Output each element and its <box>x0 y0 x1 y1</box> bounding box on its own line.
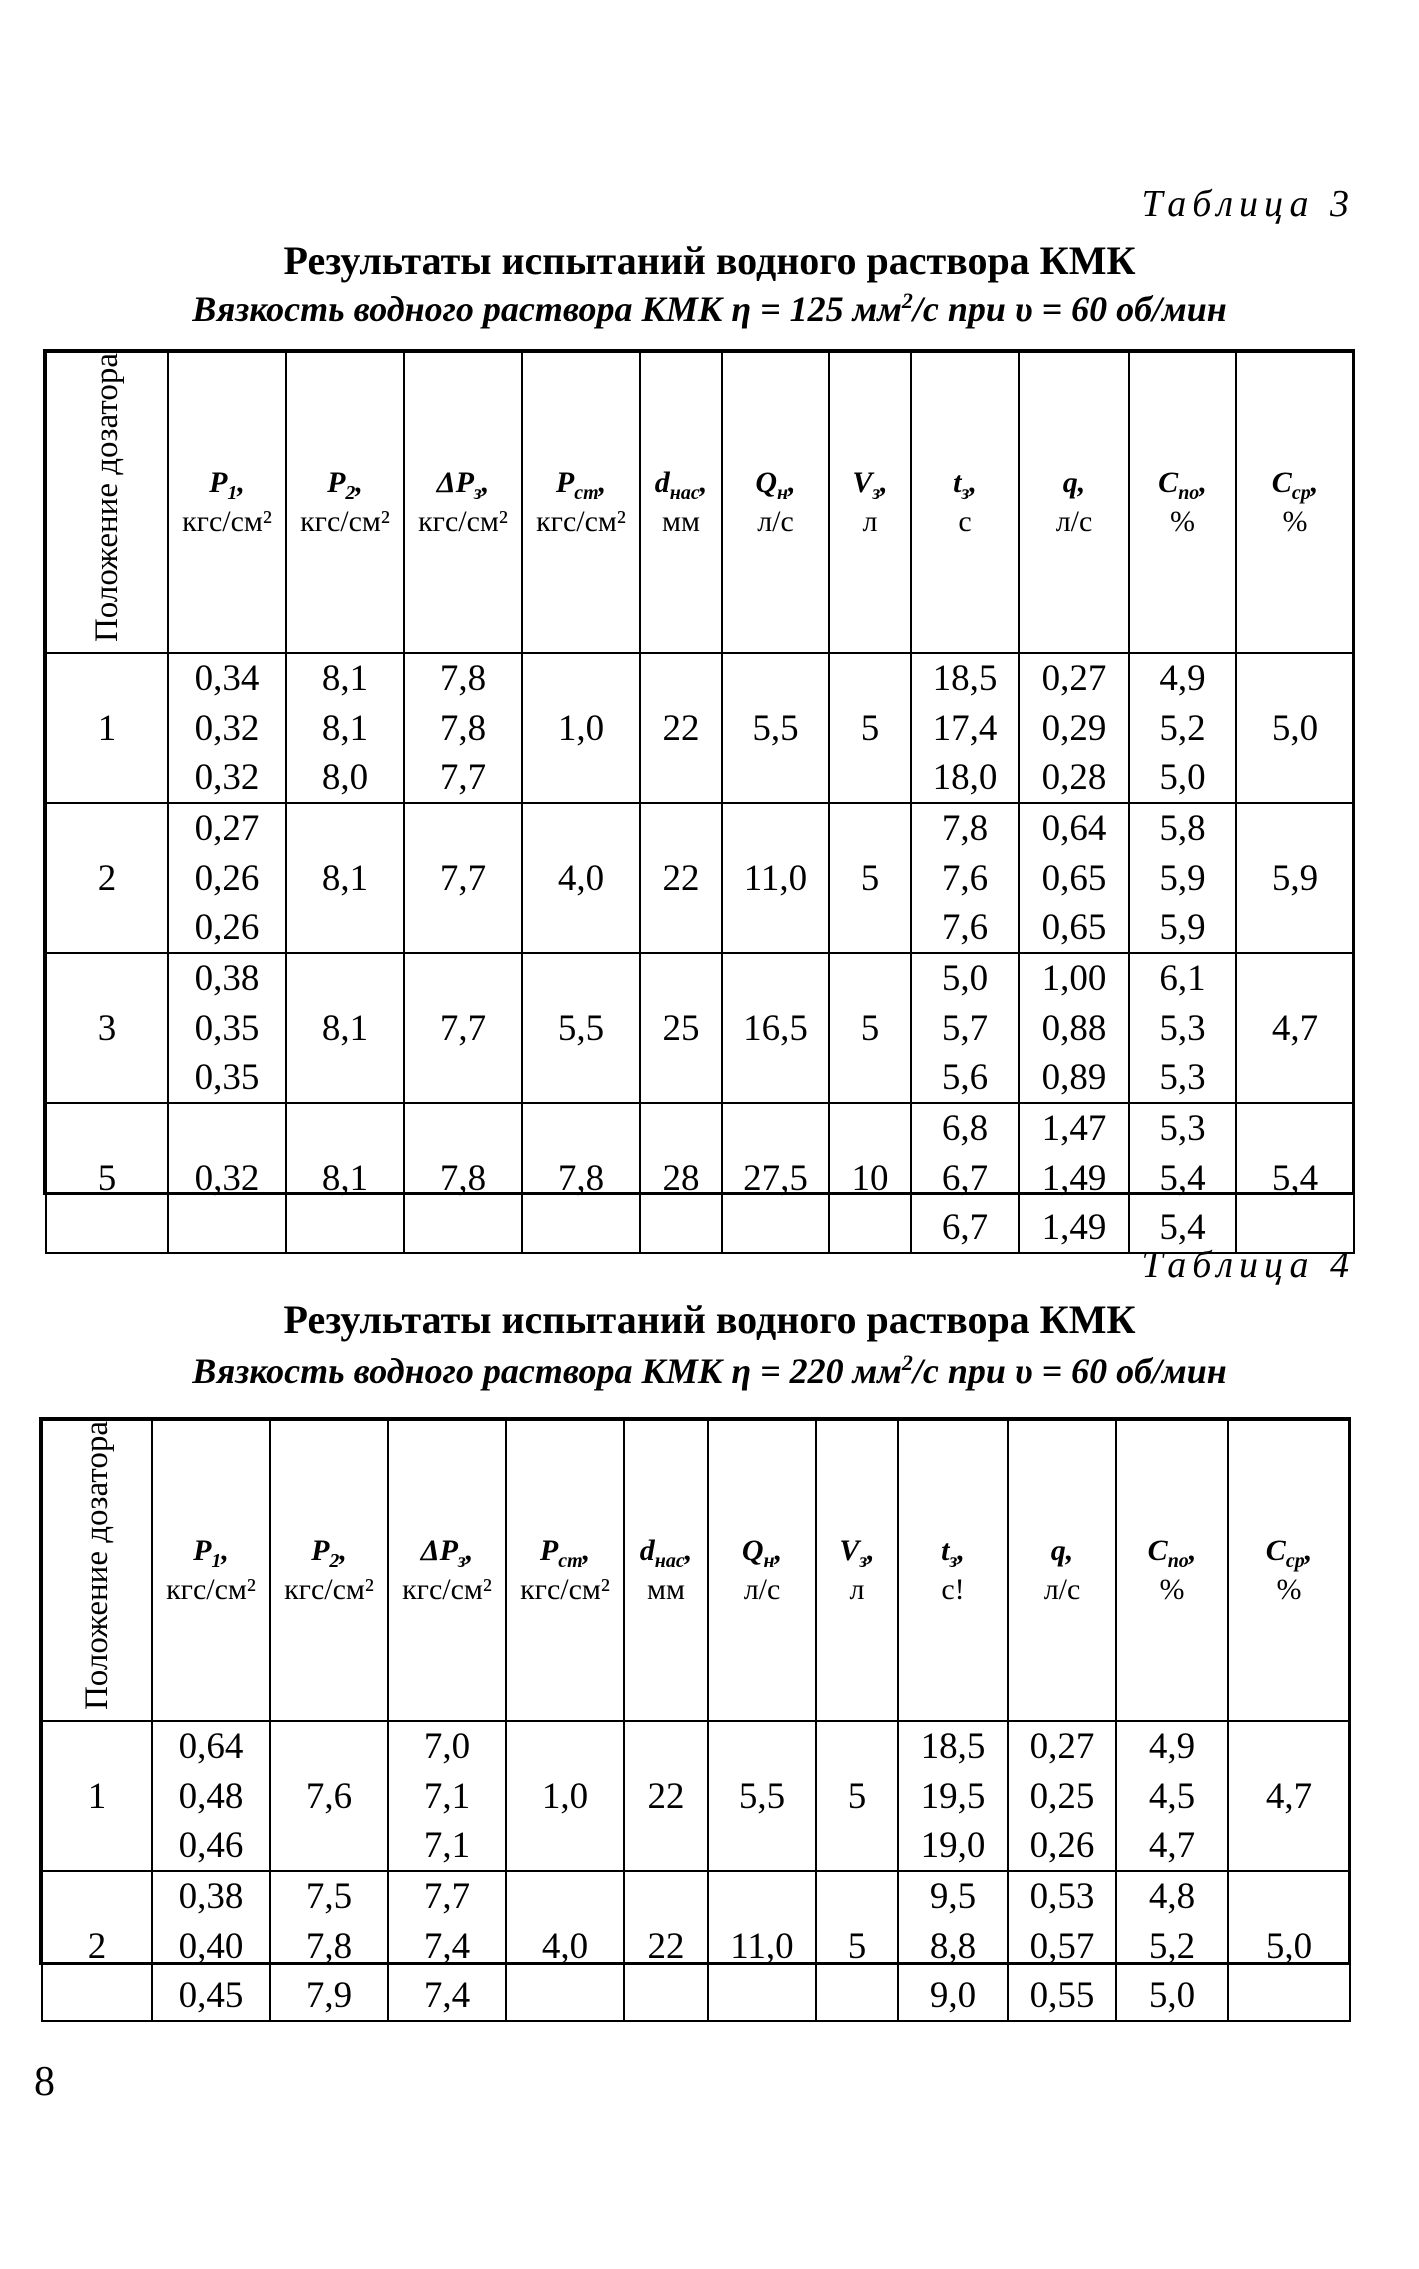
cell-cpo: 5,2 <box>1116 1921 1228 1971</box>
cell-t: 6,8 <box>911 1103 1019 1153</box>
symbol-subscript: з <box>949 1549 958 1572</box>
cell-qq: 0,55 <box>1008 1971 1116 2021</box>
symbol-subscript: 2 <box>329 1549 340 1572</box>
cell-p2: 8,1 <box>286 803 404 953</box>
symbol-base: V <box>852 465 873 499</box>
cell-qq: 0,65 <box>1019 903 1129 953</box>
cell-pos: 2 <box>42 1871 152 2021</box>
cell-p2: 8,1 <box>286 653 404 703</box>
cell-p1: 0,40 <box>152 1921 270 1971</box>
cell-p1: 0,35 <box>168 1003 286 1053</box>
symbol-subscript: нас <box>669 481 700 504</box>
cell-csr: 4,7 <box>1236 953 1354 1103</box>
symbol-base: P <box>209 465 228 499</box>
table4 <box>41 1419 1351 2022</box>
cell-p1: 0,64 <box>152 1721 270 1771</box>
cell-t: 9,0 <box>898 1971 1008 2021</box>
cell-cpo: 5,3 <box>1129 1053 1236 1103</box>
cell-pst: 1,0 <box>522 653 640 803</box>
symbol-subscript: по <box>1178 481 1200 504</box>
cell-qq: 0,26 <box>1008 1821 1116 1871</box>
cell-t: 5,6 <box>911 1053 1019 1103</box>
cell-p1: 0,48 <box>152 1771 270 1821</box>
cell-qq: 0,27 <box>1008 1721 1116 1771</box>
symbol-base: C <box>1158 465 1179 499</box>
cell-dp: 7,7 <box>404 803 522 953</box>
cell-p1: 0,35 <box>168 1053 286 1103</box>
cell-p1: 0,26 <box>168 853 286 903</box>
symbol-base: C <box>1265 1533 1286 1567</box>
cell-cpo: 5,3 <box>1129 1103 1236 1153</box>
table3-title: Результаты испытаний водного раствора КМК <box>283 238 1136 283</box>
cell-v: 5 <box>829 803 911 953</box>
cell-p2: 7,5 <box>270 1871 388 1921</box>
column-symbol: q, <box>1062 465 1086 499</box>
column-header <box>624 1420 708 1721</box>
cell-t: 19,5 <box>898 1771 1008 1821</box>
cell-pst: 4,0 <box>506 1871 624 2021</box>
column-unit: % <box>1159 1572 1185 1606</box>
cell-dp: 7,7 <box>404 753 522 803</box>
cell-p1: 0,26 <box>168 903 286 953</box>
column-unit: кгс/см² <box>402 1572 492 1606</box>
cell-t: 18,5 <box>911 653 1019 703</box>
column-unit: л <box>862 504 878 538</box>
cell-qq: 0,89 <box>1019 1053 1129 1103</box>
symbol-base: q <box>1062 465 1078 499</box>
cell-cpo: 5,3 <box>1129 1003 1236 1053</box>
column-symbol: $t_з$, <box>941 1533 965 1572</box>
cell-pos: 1 <box>42 1721 152 1871</box>
symbol-base: P <box>193 1533 212 1567</box>
symbol-subscript: н <box>777 481 789 504</box>
cell-pos: 1 <box>46 653 168 803</box>
table4-subtitle: Вязкость водного раствора КМК η = 220 $мм^2/с$ при υ = 60 об/мин <box>192 1350 1227 1391</box>
symbol-base: t <box>953 465 962 499</box>
symbol-base: P <box>327 465 346 499</box>
symbol-subscript: з <box>961 481 970 504</box>
column-header <box>1129 352 1236 653</box>
cell-p1: 0,38 <box>152 1871 270 1921</box>
column-symbol: $P_{ст}$, <box>539 1533 591 1572</box>
cell-qq: 1,49 <box>1019 1153 1129 1203</box>
symbol-base: t <box>941 1533 950 1567</box>
cell-dp: 7,8 <box>404 703 522 753</box>
cell-csr: 5,9 <box>1236 803 1354 953</box>
column-header <box>640 352 722 653</box>
column-header <box>506 1420 624 1721</box>
cell-qq: 0,27 <box>1019 653 1129 703</box>
symbol-base: q <box>1050 1533 1066 1567</box>
column-symbol: $C_{ср}$, <box>1265 1533 1313 1572</box>
cell-v: 5 <box>816 1721 898 1871</box>
column-header <box>1008 1420 1116 1721</box>
page-number: 8 <box>34 2059 55 2105</box>
cell-dp: 7,1 <box>388 1821 506 1871</box>
cell-qq: 0,88 <box>1019 1003 1129 1053</box>
cell-q: 11,0 <box>708 1871 816 2021</box>
cell-d: 25 <box>640 953 722 1103</box>
cell-p1: 0,38 <box>168 953 286 1003</box>
cell-cpo: 4,9 <box>1129 653 1236 703</box>
column-symbol: $P_2$, <box>327 465 363 504</box>
cell-dp: 7,1 <box>388 1771 506 1821</box>
cell-qq: 0,28 <box>1019 753 1129 803</box>
cell-p2: 7,9 <box>270 1971 388 2021</box>
cell-dp: 7,8 <box>404 653 522 703</box>
cell-v: 10 <box>829 1103 911 1253</box>
column-symbol: $Q_н$, <box>755 465 796 504</box>
column-symbol: $P_1$, <box>209 465 245 504</box>
cell-dp: 7,0 <box>388 1721 506 1771</box>
symbol-subscript: ср <box>1285 1549 1305 1572</box>
column-unit: л/с <box>1043 1572 1081 1606</box>
cell-p2: 8,0 <box>286 753 404 803</box>
column-unit: кгс/см² <box>284 1572 374 1606</box>
symbol-subscript: 1 <box>211 1549 222 1572</box>
column-unit: с <box>958 504 972 538</box>
cell-cpo: 4,8 <box>1116 1871 1228 1921</box>
cell-cpo: 5,4 <box>1129 1153 1236 1203</box>
symbol-subscript: 2 <box>345 481 356 504</box>
cell-v: 5 <box>829 653 911 803</box>
column-symbol: $d_{нас}$, <box>654 465 708 504</box>
column-symbol: q, <box>1050 1533 1074 1567</box>
table3-label: Таблица 3 <box>1141 183 1355 225</box>
cell-d: 22 <box>640 653 722 803</box>
cell-p2: 7,6 <box>270 1721 388 1871</box>
symbol-base: d <box>654 465 670 499</box>
cell-cpo: 6,1 <box>1129 953 1236 1003</box>
column-unit: кгс/см² <box>166 1572 256 1606</box>
cell-qq: 1,47 <box>1019 1103 1129 1153</box>
column-symbol: $P_{ст}$, <box>555 465 607 504</box>
cell-dp: 7,8 <box>404 1103 522 1253</box>
position-header-text: Положение дозатора <box>78 1421 115 1711</box>
cell-t: 7,6 <box>911 853 1019 903</box>
cell-qq: 0,65 <box>1019 853 1129 903</box>
column-header <box>1019 352 1129 653</box>
cell-t: 18,0 <box>911 753 1019 803</box>
cell-cpo: 4,9 <box>1116 1721 1228 1771</box>
cell-p1: 0,32 <box>168 753 286 803</box>
cell-csr: 5,0 <box>1228 1871 1350 2021</box>
cell-t: 5,0 <box>911 953 1019 1003</box>
cell-t: 6,7 <box>911 1153 1019 1203</box>
column-header <box>708 1420 816 1721</box>
cell-q: 27,5 <box>722 1103 829 1253</box>
column-header <box>1116 1420 1228 1721</box>
symbol-subscript: з <box>859 1549 868 1572</box>
cell-pst: 5,5 <box>522 953 640 1103</box>
column-unit: л <box>849 1572 865 1606</box>
symbol-subscript: н <box>763 1549 775 1572</box>
cell-cpo: 5,4 <box>1129 1203 1236 1253</box>
cell-t: 7,6 <box>911 903 1019 953</box>
column-header <box>168 352 286 653</box>
column-header <box>286 352 404 653</box>
column-header <box>388 1420 506 1721</box>
cell-dp: 7,7 <box>388 1871 506 1921</box>
column-symbol: $C_{ср}$, <box>1271 465 1319 504</box>
cell-d: 22 <box>640 803 722 953</box>
column-symbol: $\Delta P_з$, <box>420 1533 474 1572</box>
cell-v: 5 <box>829 953 911 1103</box>
symbol-subscript: 1 <box>227 481 238 504</box>
table4-label: Таблица 4 <box>1141 1244 1355 1286</box>
cell-p1: 0,32 <box>168 703 286 753</box>
cell-t: 18,5 <box>898 1721 1008 1771</box>
symbol-base: d <box>639 1533 655 1567</box>
cell-q: 16,5 <box>722 953 829 1103</box>
cell-v: 5 <box>816 1871 898 2021</box>
column-unit: кгс/см² <box>300 504 390 538</box>
column-header <box>522 352 640 653</box>
symbol-subscript: ст <box>574 481 599 504</box>
cell-d: 22 <box>624 1721 708 1871</box>
cell-p2: 8,1 <box>286 953 404 1103</box>
column-symbol: $V_з$, <box>852 465 888 504</box>
cell-cpo: 5,2 <box>1129 703 1236 753</box>
symbol-base: P <box>555 465 575 499</box>
position-header <box>42 1420 152 1721</box>
column-symbol: $C_{по}$, <box>1158 465 1207 504</box>
column-header <box>1236 352 1354 653</box>
cell-d: 22 <box>624 1871 708 2021</box>
column-unit: кгс/см² <box>418 504 508 538</box>
symbol-base: P <box>539 1533 559 1567</box>
column-symbol: $\Delta P_з$, <box>436 465 490 504</box>
symbol-base: ΔP <box>420 1533 458 1567</box>
cell-q: 5,5 <box>708 1721 816 1871</box>
table4-title: Результаты испытаний водного раствора КМК <box>283 1297 1136 1342</box>
column-symbol: $t_з$, <box>953 465 977 504</box>
cell-t: 9,5 <box>898 1871 1008 1921</box>
column-header <box>270 1420 388 1721</box>
symbol-subscript: з <box>872 481 881 504</box>
cell-t: 7,8 <box>911 803 1019 853</box>
column-unit: кгс/см² <box>520 1572 610 1606</box>
column-unit: мм <box>647 1572 685 1606</box>
column-unit: мм <box>662 504 700 538</box>
cell-q: 11,0 <box>722 803 829 953</box>
table3-subtitle: Вязкость водного раствора КМК η = 125 $мм^2/с$ при υ = 60 об/мин <box>192 288 1227 329</box>
symbol-subscript: з <box>473 481 482 504</box>
cell-d: 28 <box>640 1103 722 1253</box>
cell-qq: 0,29 <box>1019 703 1129 753</box>
symbol-base: C <box>1271 465 1292 499</box>
position-header <box>46 352 168 653</box>
cell-t: 6,7 <box>911 1203 1019 1253</box>
symbol-base: Q <box>755 465 778 499</box>
cell-p1: 0,46 <box>152 1821 270 1871</box>
cell-p2: 8,1 <box>286 1103 404 1253</box>
cell-t: 5,7 <box>911 1003 1019 1053</box>
cell-pst: 1,0 <box>506 1721 624 1871</box>
column-symbol: $P_1$, <box>193 1533 229 1572</box>
cell-p1: 0,32 <box>168 1103 286 1253</box>
column-unit: кгс/см² <box>536 504 626 538</box>
symbol-subscript: нас <box>654 1549 685 1572</box>
cell-q: 5,5 <box>722 653 829 803</box>
column-unit: % <box>1282 504 1308 538</box>
column-symbol: $V_з$, <box>839 1533 875 1572</box>
cell-pos: 2 <box>46 803 168 953</box>
column-unit: л/с <box>757 504 794 538</box>
cell-qq: 0,25 <box>1008 1771 1116 1821</box>
column-symbol: $Q_н$, <box>741 1533 783 1572</box>
cell-p1: 0,27 <box>168 803 286 853</box>
column-header <box>898 1420 1008 1721</box>
column-header <box>829 352 911 653</box>
cell-p2: 8,1 <box>286 703 404 753</box>
column-header <box>722 352 829 653</box>
cell-qq: 0,64 <box>1019 803 1129 853</box>
column-header <box>152 1420 270 1721</box>
column-unit: % <box>1276 1572 1302 1606</box>
column-symbol: $C_{по}$, <box>1147 1533 1197 1572</box>
position-header-text: Положение дозатора <box>88 353 125 643</box>
symbol-subscript: з <box>457 1549 466 1572</box>
cell-csr: 5,4 <box>1236 1103 1354 1253</box>
cell-pst: 4,0 <box>522 803 640 953</box>
column-header <box>1228 1420 1350 1721</box>
symbol-base: Q <box>741 1533 764 1567</box>
column-unit: с! <box>941 1572 965 1606</box>
symbol-base: C <box>1147 1533 1168 1567</box>
cell-p1: 0,45 <box>152 1971 270 2021</box>
cell-p1: 0,34 <box>168 653 286 703</box>
symbol-subscript: по <box>1167 1549 1189 1572</box>
cell-dp: 7,7 <box>404 953 522 1103</box>
column-unit: кгс/см² <box>182 504 272 538</box>
cell-cpo: 5,0 <box>1129 753 1236 803</box>
cell-cpo: 5,9 <box>1129 853 1236 903</box>
cell-csr: 5,0 <box>1236 653 1354 803</box>
column-header <box>911 352 1019 653</box>
cell-dp: 7,4 <box>388 1921 506 1971</box>
cell-t: 8,8 <box>898 1921 1008 1971</box>
cell-qq: 1,49 <box>1019 1203 1129 1253</box>
column-symbol: $P_2$, <box>311 1533 347 1572</box>
column-header <box>816 1420 898 1721</box>
cell-pos: 3 <box>46 953 168 1103</box>
column-unit: л/с <box>743 1572 781 1606</box>
symbol-base: V <box>839 1533 860 1567</box>
cell-cpo: 5,9 <box>1129 903 1236 953</box>
cell-qq: 0,57 <box>1008 1921 1116 1971</box>
column-unit: л/с <box>1055 504 1093 538</box>
symbol-subscript: ст <box>558 1549 583 1572</box>
cell-cpo: 5,8 <box>1129 803 1236 853</box>
symbol-base: ΔP <box>436 465 474 499</box>
cell-p2: 7,8 <box>270 1921 388 1971</box>
cell-pos: 5 <box>46 1103 168 1253</box>
cell-qq: 0,53 <box>1008 1871 1116 1921</box>
cell-csr: 4,7 <box>1228 1721 1350 1871</box>
symbol-subscript: ср <box>1291 481 1311 504</box>
column-unit: % <box>1170 504 1195 538</box>
cell-t: 19,0 <box>898 1821 1008 1871</box>
table3 <box>45 351 1355 1254</box>
cell-t: 17,4 <box>911 703 1019 753</box>
cell-cpo: 4,7 <box>1116 1821 1228 1871</box>
symbol-base: P <box>311 1533 330 1567</box>
cell-dp: 7,4 <box>388 1971 506 2021</box>
cell-cpo: 4,5 <box>1116 1771 1228 1821</box>
cell-cpo: 5,0 <box>1116 1971 1228 2021</box>
cell-qq: 1,00 <box>1019 953 1129 1003</box>
column-symbol: $d_{нас}$, <box>639 1533 693 1572</box>
column-header <box>404 352 522 653</box>
cell-pst: 7,8 <box>522 1103 640 1253</box>
